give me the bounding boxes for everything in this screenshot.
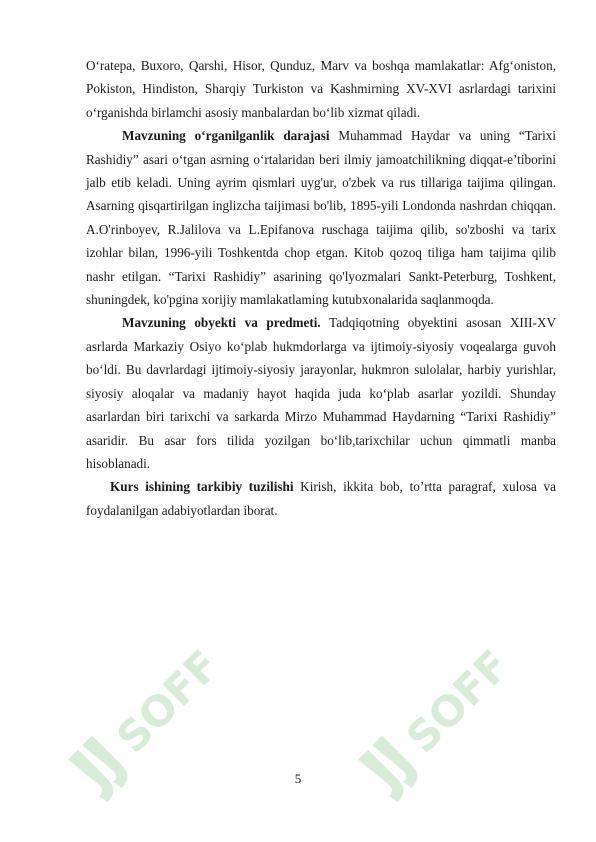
paragraph-body: Muhammad Haydar va uning “Tarixi Rashidiy” asari o‘tgan asrning o‘rtalaridan beri ilmiy jamoatchilikning diqqat-e’tiborini jalb etib keladi. Uning ayrim qismlari uyg'ur, o'zbek va rus tillariga taijima qilingan. Asarning qisqartirilgan inglizcha taijimasi bo'lib, 1895-yili Londonda nashrdan chiqqan. A.O'rinboyev, R.Jalilova va L.Epifanova ruschaga taijima qilib, so'zboshi va tarix izohlar bilan, 1996-yili Toshkentda chop etgan. Kitob qozoq tiliga ham taijima qilib nashr etilgan. “Tarixi Rashidiy” asarining qo'lyozmalari Sankt-Peterburg, Toshkent, shuningdek, ko'pgina xorijiy mamlakatlaming kutubxonalarida saqlanmoqda. [86,128,556,308]
paragraph-structure [86,475,556,522]
watermark-logo [38,605,257,824]
paragraph-body: Kirish, ikkita bob, to’rtta paragraf, xulosa va foydalanilgan adabiyotlardan iborat. [86,479,556,518]
paragraph-heading: Mavzuning o‘rganilganlik darajasi [122,128,330,144]
page-number: 5 [294,771,302,786]
paragraph-heading: Kurs ishining tarkibiy tuzilishi [110,479,294,495]
watermark-text: SOFF [396,640,519,763]
paragraph-object-subject [86,311,556,475]
paragraph-body: Tadqiqotning obyektini asosan XIII-XV asrlarda Markaziy Osiyo ko‘plab hukmdorlarga va ijtimoiy-siyosiy voqealarga guvoh bo‘ldi. Bu davrlardagi ijtimoiy-siyosiy jarayonlar, hukmron sulolalar, harbiy yurishlar, siyosiy aloqalar va madaniy hayot haqida juda ko‘plab asarlar yozildi. Shunday asarlardan biri tarixchi va sarkarda Mirzo Muhammad Haydarning “Tarixi Rashidiy” asaridir. Bu asar fors tilida yozilgan bo‘lib,tarixchilar uchun qimmatli manba hisoblanadi. [86,315,556,471]
paragraph-research-level [86,124,556,311]
paragraph-heading: Mavzuning obyekti va predmeti. [122,315,321,331]
watermark-text: SOFF [106,640,229,763]
watermark-logo [328,605,547,824]
paragraph-continuation: O‘ratepa, Buxoro, Qarshi, Hisor, Qunduz, Marv va boshqa mamlakatlar: Afg‘oniston, Pokiston, Hindiston, Sharqiy Turkiston va Kashmirning XV-XVI asrlardagi tarixini o‘rganishda birlamchi asosiy manbalardan bo‘lib xizmat qiladi. [86,58,556,120]
body-text [86,54,556,522]
